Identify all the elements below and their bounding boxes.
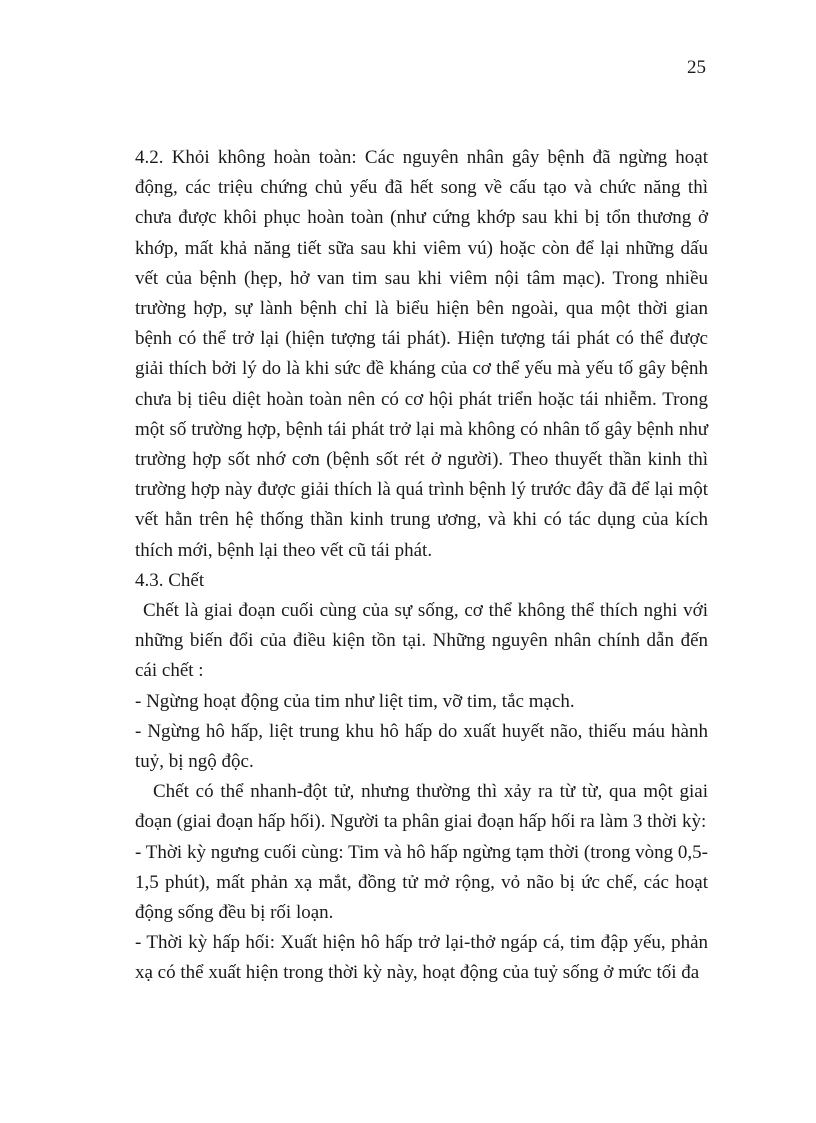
section-4-2-paragraph: 4.2. Khỏi không hoàn toàn: Các nguyên nhân gây bệnh đã ngừng hoạt động, các triệu chứng chủ yếu đã hết song về cấu tạo và chức năng thì chưa được khôi phục hoàn toàn (như cứng khớp sau khi bị tổn thương ở khớp, mất khả năng tiết sữa sau khi viêm vú) hoặc còn để lại những dấu vết của bệnh (hẹp, hở van tim sau khi viêm nội tâm mạc). Trong nhiều trường hợp, sự lành bệnh chỉ là biểu hiện bên ngoài, qua một thời gian bệnh có thể trở lại (hiện tượng tái phát). Hiện tượng tái phát có thể được giải thích bởi lý do là khi sức đề kháng của cơ thể yếu mà yếu tố gây bệnh chưa bị tiêu diệt hoàn toàn nên có cơ hội phát triển hoặc tái nhiễm. Trong một số trường hợp, bệnh tái phát trở lại mà không có nhân tố gây bệnh như trường hợp sốt nhớ cơn (bệnh sốt rét ở người). Theo thuyết thần kinh thì trường hợp này được giải thích là quá trình bệnh lý trước đây đã để lại một vết hằn trên hệ thống thần kinh trung ương, và khi có tác dụng của kích thích mới, bệnh lại theo vết cũ tái phát. [135, 147, 708, 561]
death-cause-item: - Ngừng hoạt động của tim như liệt tim, vỡ tim, tắc mạch. [135, 690, 575, 712]
section-4-3-intro: Chết là giai đoạn cuối cùng của sự sống, cơ thể không thể thích nghi với những biến đổi của điều kiện tồn tại. Những nguyên nhân chính dẫn đến cái chết : [135, 600, 708, 682]
section-4-3-heading: 4.3. Chết [135, 569, 205, 591]
document-body [135, 143, 708, 989]
death-process-paragraph: Chết có thể nhanh-đột tử, nhưng thường thì xảy ra từ từ, qua một giai đoạn (giai đoạn hấp hối). Người ta phân giai đoạn hấp hối ra làm 3 thời kỳ: [135, 781, 708, 833]
dying-stage-item: - Thời kỳ ngưng cuối cùng: Tim và hô hấp ngừng tạm thời (trong vòng 0,5-1,5 phút), mất phản xạ mắt, đồng tử mở rộng, vỏ não bị ức chế, các hoạt động sống đều bị rối loạn. [135, 841, 708, 924]
dying-stage-item: - Thời kỳ hấp hối: Xuất hiện hô hấp trở lại-thở ngáp cá, tim đập yếu, phản xạ có thể xuất hiện trong thời kỳ này, hoạt động của tuỷ sống ở mức tối đa [135, 932, 708, 984]
death-cause-item: - Ngừng hô hấp, liệt trung khu hô hấp do xuất huyết não, thiếu máu hành tuỷ, bị ngộ độc. [135, 720, 708, 773]
page-number: 25 [687, 57, 706, 78]
